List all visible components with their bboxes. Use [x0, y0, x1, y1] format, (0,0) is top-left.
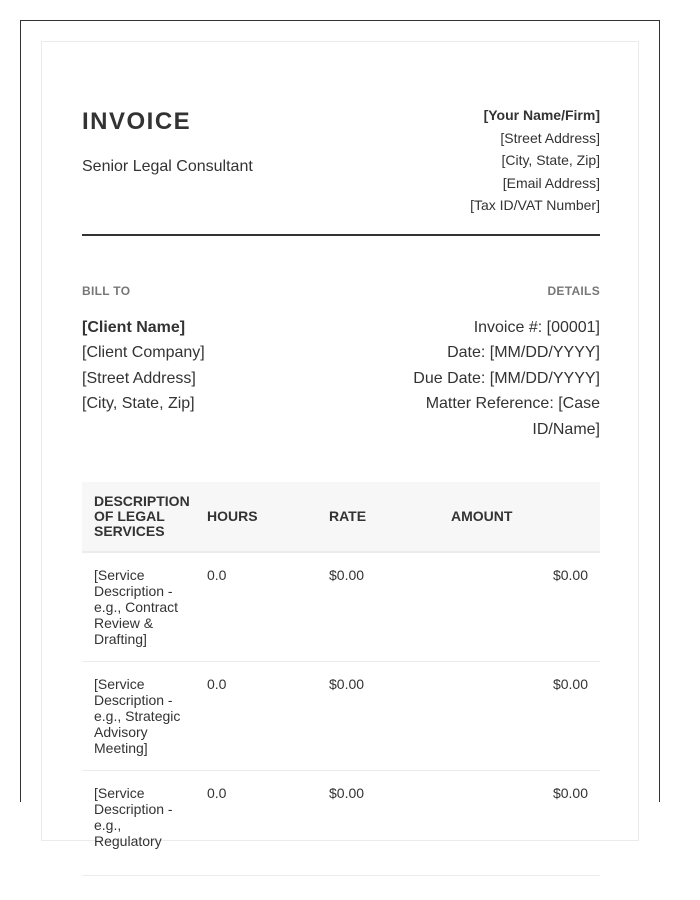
firm-email: [Email Address]	[502, 174, 600, 191]
bill-to-block	[82, 279, 322, 442]
firm-street: [Street Address]	[500, 129, 600, 146]
header-amount: AMOUNT	[439, 482, 600, 552]
client-company: [Client Company]	[82, 344, 205, 361]
service-rate: $0.00	[317, 771, 439, 876]
service-hours: 0.0	[195, 771, 317, 876]
service-amount: $0.00	[439, 662, 600, 771]
due-date: Due Date: [MM/DD/YYYY]	[413, 369, 600, 387]
title-block	[82, 82, 253, 234]
client-name: [Client Name]	[82, 318, 186, 336]
client-city: [City, State, Zip]	[82, 395, 195, 412]
service-rate: $0.00	[317, 662, 439, 771]
invoice-header	[82, 82, 600, 236]
bill-to-label: BILL TO	[82, 284, 131, 298]
matter-reference: Matter Reference: [Case ID/Name]	[425, 395, 600, 438]
service-hours: 0.0	[195, 552, 317, 662]
service-description: [Service Description - e.g., Strategic Advisory Meeting]	[82, 662, 195, 771]
table-row	[82, 662, 600, 771]
invoice-subtitle: Senior Legal Consultant	[82, 158, 253, 175]
invoice-number: Invoice #: [00001]	[473, 318, 600, 336]
header-rate: RATE	[317, 482, 439, 552]
firm-city: [City, State, Zip]	[501, 152, 600, 168]
invoice-date: Date: [MM/DD/YYYY]	[447, 344, 600, 361]
details-label: DETAILS	[547, 284, 600, 298]
service-description: [Service Description - e.g., Contract Review & Drafting]	[82, 552, 195, 662]
service-amount: $0.00	[439, 771, 600, 876]
details-block	[400, 279, 600, 442]
header-hours: HOURS	[195, 482, 317, 552]
service-hours: 0.0	[195, 662, 317, 771]
invoice-title: INVOICE	[82, 108, 192, 135]
firm-info	[470, 82, 600, 234]
header-description: DESCRIPTION OF LEGAL SERVICES	[82, 482, 195, 552]
service-amount: $0.00	[439, 552, 600, 662]
service-rate: $0.00	[317, 552, 439, 662]
table-row	[82, 552, 600, 662]
document-frame	[20, 20, 660, 849]
table-header	[82, 482, 600, 552]
parties-section	[82, 279, 600, 442]
invoice-sheet	[41, 41, 639, 849]
client-street: [Street Address]	[82, 369, 196, 387]
firm-name: [Your Name/Firm]	[483, 107, 600, 123]
firm-tax-id: [Tax ID/VAT Number]	[470, 197, 600, 213]
invoice-content	[82, 82, 600, 876]
service-description: [Service Description - e.g., Regulatory	[82, 771, 195, 876]
services-table	[82, 482, 600, 876]
table-row	[82, 771, 600, 876]
